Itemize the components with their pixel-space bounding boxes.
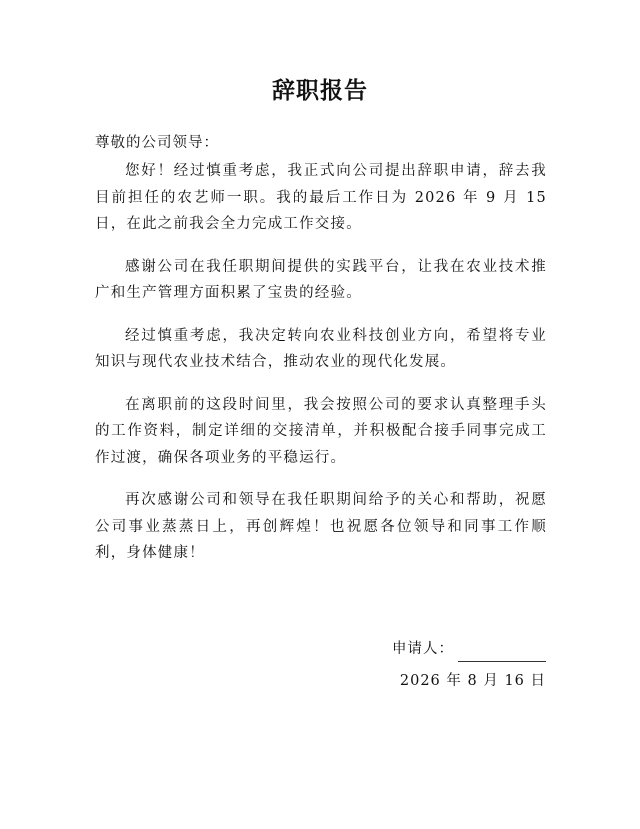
paragraph-intro: 您好！经过慎重考虑，我正式向公司提出辞职申请，辞去我目前担任的农艺师一职。我的最后工作日为 2026 年 9 月 15 日，在此之前我会全力完成工作交接。 xyxy=(95,163,547,232)
document-date: 2026 年 8 月 16 日 xyxy=(399,673,546,689)
paragraph-thanks: 感谢公司在我任职期间提供的实践平台，让我在农业技术推广和生产管理方面积累了宝贵的经验。 xyxy=(95,258,547,301)
paragraph-reason: 经过慎重考虑，我决定转向农业科技创业方向，希望将专业知识与现代农业技术结合，推动农业的现代化发展。 xyxy=(95,327,547,370)
paragraph-closing: 再次感谢公司和领导在我任职期间给予的关心和帮助，祝愿公司事业蒸蒸日上，再创辉煌！也祝愿各位领导和同事工作顺利，身体健康！ xyxy=(95,492,547,561)
salutation: 尊敬的公司领导： xyxy=(95,135,219,151)
applicant-signature xyxy=(392,636,546,662)
letter-body xyxy=(95,158,547,583)
signature-line xyxy=(458,643,546,662)
applicant-label: 申请人： xyxy=(392,641,454,657)
paragraph-handover: 在离职前的这段时间里，我会按照公司的要求认真整理手头的工作资料，制定详细的交接清单，并积极配合接手同事完成工作过渡，确保各项业务的平稳运行。 xyxy=(95,396,547,466)
document-title: 辞职报告 xyxy=(272,78,368,104)
